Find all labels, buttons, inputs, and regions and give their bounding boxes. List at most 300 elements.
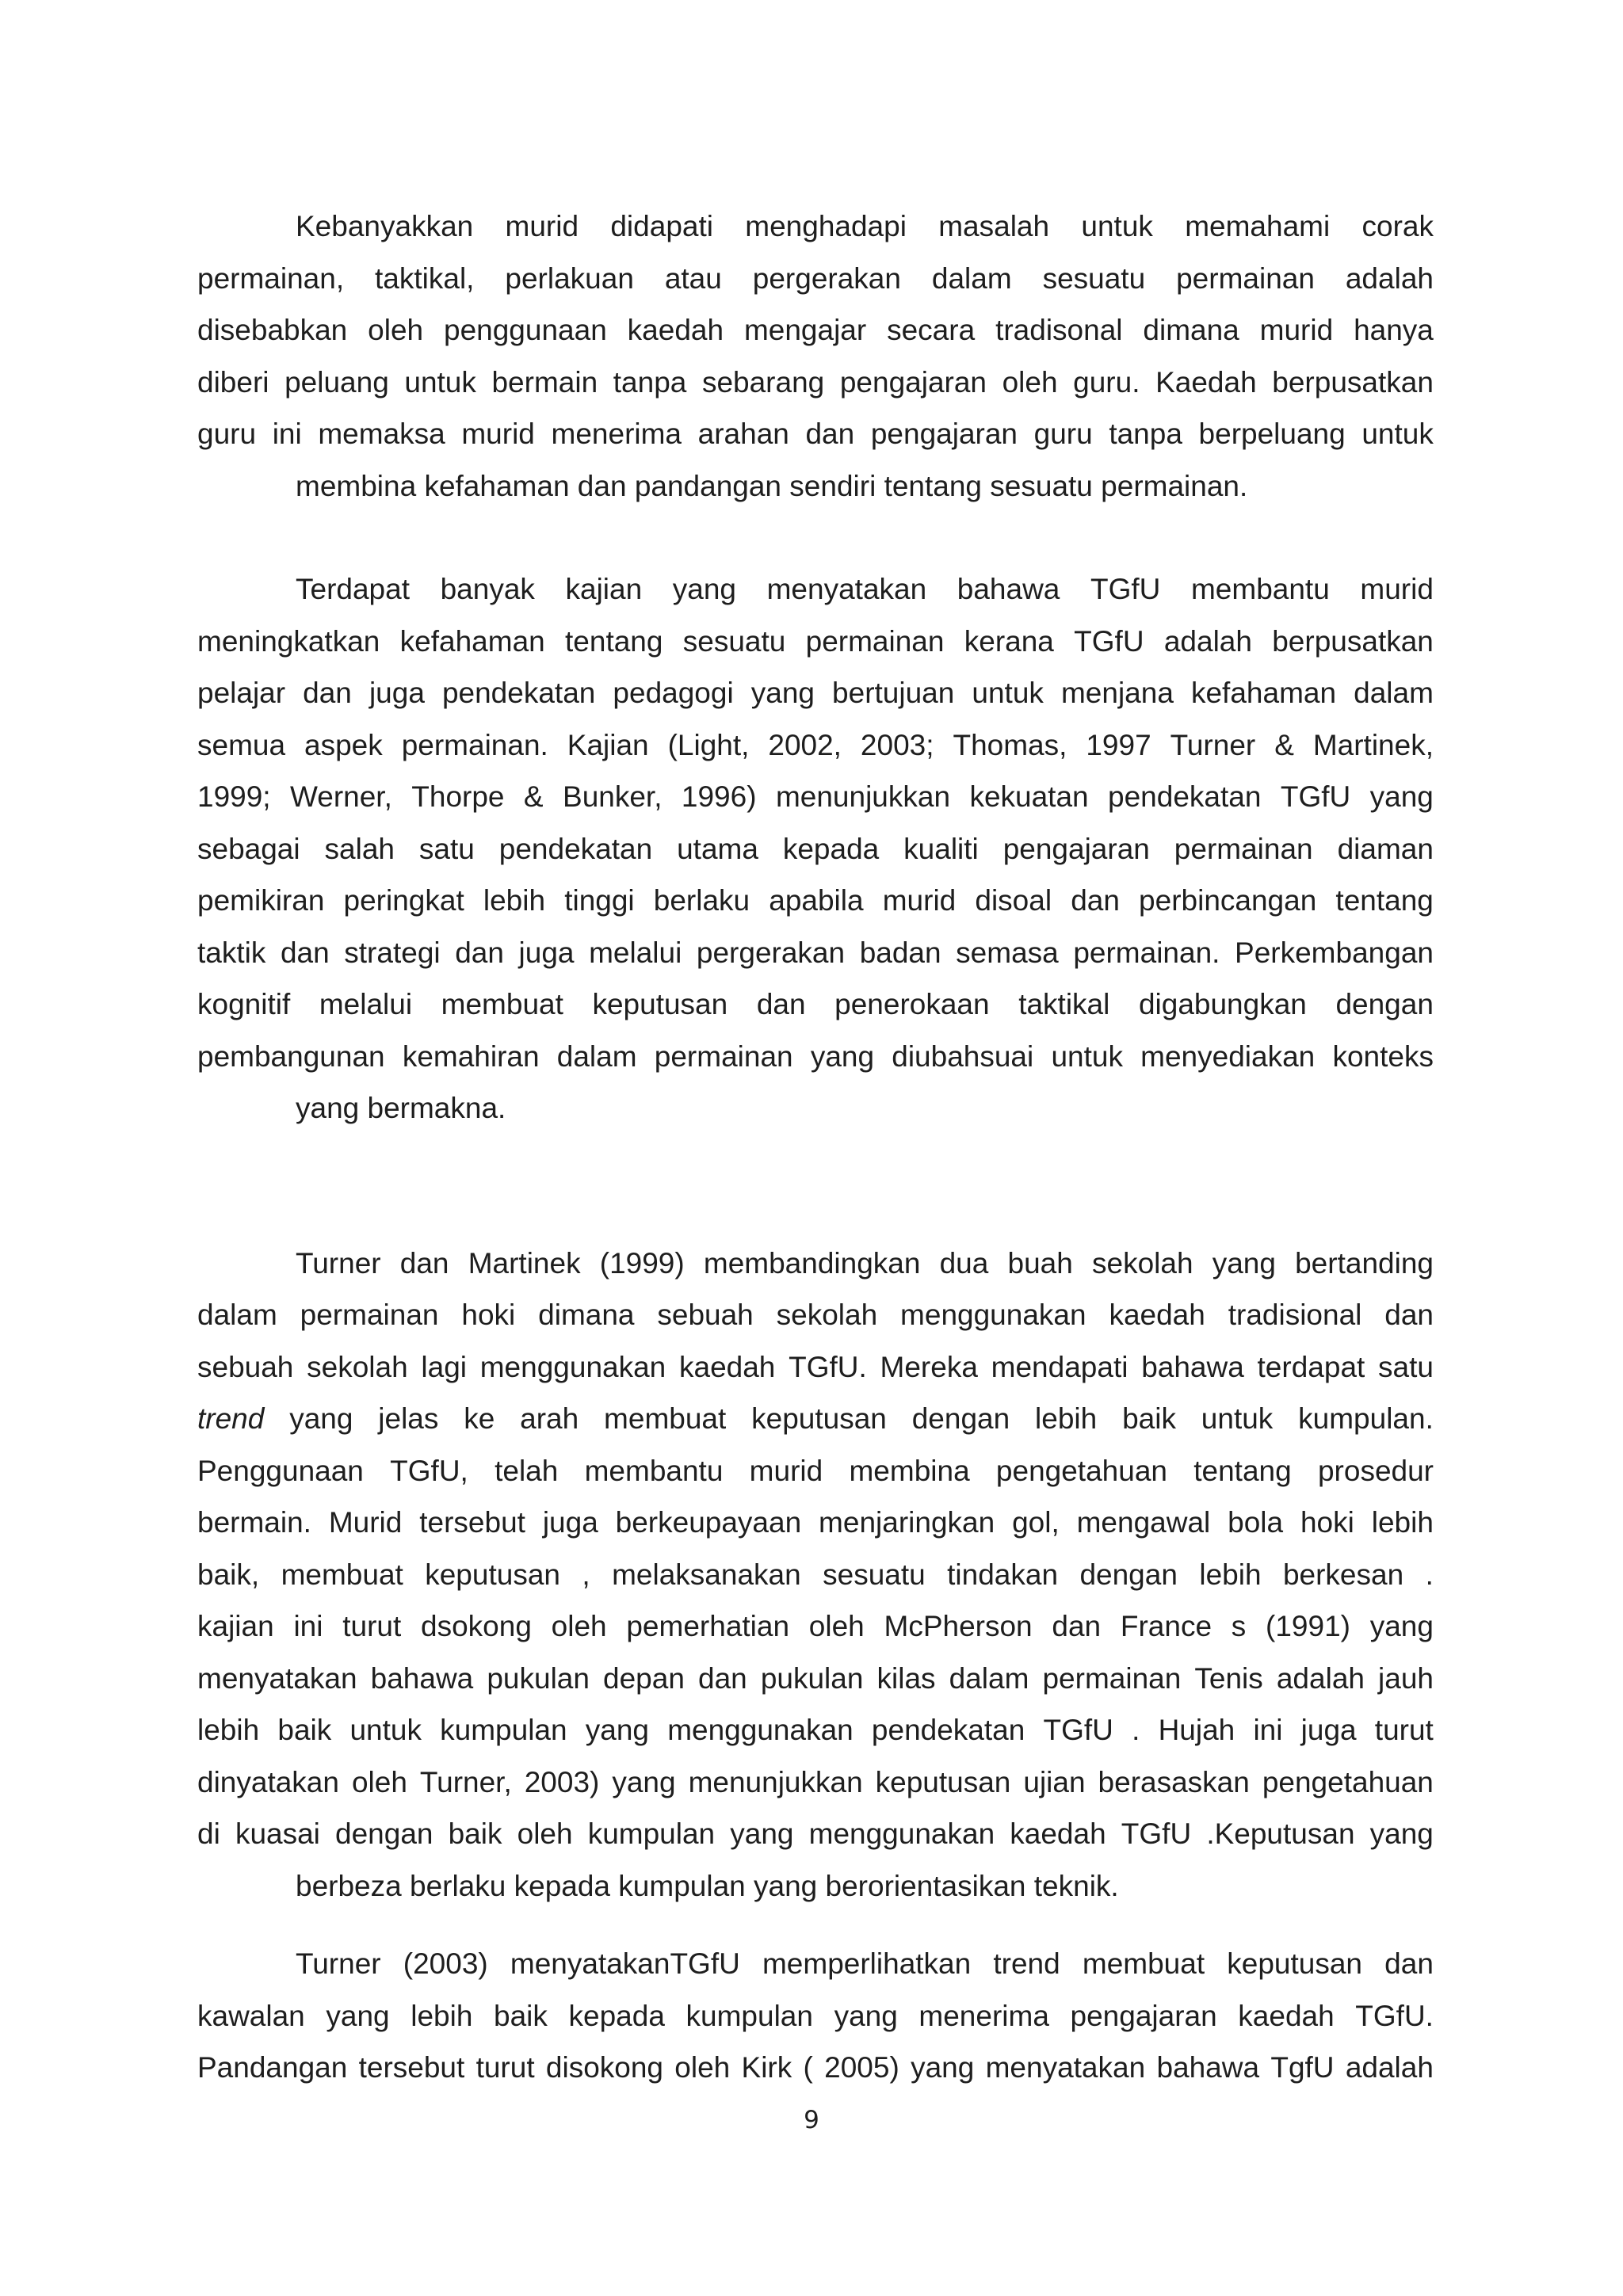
word: semasa [956,936,1059,969]
word: berpusatkan [1272,365,1434,399]
word: lebih [411,1999,473,2032]
word: adalah [1345,2051,1434,2084]
text-line [197,253,1434,305]
word: 1997 [1086,728,1151,761]
word: 1999; [197,780,271,813]
word: kaedah [1238,1999,1335,2032]
word: hoki [1300,1506,1354,1539]
word: murid [461,418,535,450]
word: semua [197,728,286,761]
word: murid [749,1454,823,1487]
word: dengan [1335,988,1434,1020]
word: penggunaan [444,314,607,346]
word: terdapat [1257,1350,1365,1383]
word: bahawa [370,1661,474,1695]
word: (1999) [599,1246,685,1280]
word: Martinek [468,1246,581,1280]
word: baik [448,1817,502,1850]
word: ( [803,2051,813,2084]
word: apabila [769,884,864,917]
word: arahan [697,418,789,450]
word: memahami [1185,210,1331,242]
word: sebuah [657,1299,754,1331]
paragraph-3 [197,1238,1434,1913]
word: digabungkan [1138,988,1307,1020]
word: permainan [1174,832,1313,865]
page-number: 9 [804,2106,819,2134]
word: diberi [197,365,269,399]
word: depan [603,1661,685,1695]
body-text [197,200,1434,2094]
word: tentang [565,624,663,658]
word: bola [1228,1506,1284,1539]
word: Pandangan [197,2051,348,2084]
word: kaedah [1109,1299,1205,1331]
word: perlakuan [505,261,634,295]
word: pendekatan [498,832,653,865]
word: badan [859,936,941,969]
word: oleh [517,1817,573,1850]
word: hoki [461,1299,516,1331]
word: turut [342,1610,402,1642]
word: dan [1384,1947,1434,1980]
word: tradisional [1228,1299,1362,1331]
word: kemahiran [402,1039,540,1073]
word: perbincangan [1139,884,1317,917]
word: tanpa [613,365,687,399]
word: lebih [1199,1558,1262,1591]
word: taktik [197,936,266,969]
word: sekolah [1092,1246,1193,1280]
word: lagi [421,1350,467,1383]
word: didapati [610,210,713,242]
word: . [1425,1558,1434,1591]
word: bahawa [1141,1350,1244,1383]
word: TGfU [1043,1714,1113,1746]
word: sesuatu [1042,261,1146,295]
word: berpeluang [1198,418,1346,450]
word: juga [369,677,425,709]
word: melaksanakan [612,1558,801,1591]
word: pendekatan [1108,780,1262,813]
word: berpusatkan [1272,624,1434,658]
word: oleh [351,1765,407,1798]
word: salah [324,832,395,865]
word: murid [1259,314,1334,346]
word: menyatakanTGfU [510,1947,740,1980]
word: 1996) [681,780,757,813]
word: peringkat [343,884,464,917]
word: lebih [1035,1402,1098,1435]
word: untuk [1081,210,1153,242]
word: menerima [551,418,682,450]
word: keputusan [425,1558,560,1591]
word: banyak [440,573,535,605]
word: yang [750,677,815,709]
text-line [197,823,1434,875]
word: keputusan [875,1765,1011,1798]
word: tradisonal [995,314,1123,346]
word: Kaedah [1155,365,1257,399]
word: dan [756,988,806,1020]
word: 2003) [524,1765,600,1798]
text-line [197,563,1434,616]
word: permainan, [197,261,345,295]
word: keputusan [592,988,728,1020]
word: TGfU [1280,780,1351,813]
word: , [582,1558,590,1591]
word: Murid [328,1506,403,1539]
word: tentang [1193,1454,1292,1487]
word: baik [277,1714,332,1746]
word: 2002, [768,728,842,761]
word: baik [1122,1402,1176,1435]
text-line [197,616,1434,668]
word: pergerakan [696,936,846,969]
word: tersebut [358,2051,465,2084]
text-line [197,357,1434,409]
text-line [197,1289,1434,1341]
word: Martinek, [1312,728,1434,761]
word: mendapati [991,1350,1128,1383]
word: Tenis [1194,1661,1263,1695]
word: peluang [285,365,389,399]
word: Kirk [741,2051,792,2084]
word: pedagogi [613,677,734,709]
word: kepada [568,1999,665,2032]
word: dan [399,1246,449,1280]
word: Turner [296,1947,381,1980]
word: dan [455,936,504,969]
word: yang [326,1999,390,2032]
word: ke [464,1402,495,1435]
word: TGfU [1090,573,1161,605]
word: oleh [1002,365,1058,399]
word: berkeupayaan [615,1506,802,1539]
word: memaksa [318,418,445,450]
word: kajian [565,573,643,605]
word: konteks [1332,1039,1434,1073]
word: untuk [972,677,1044,709]
word: dimana [538,1299,635,1331]
text-line [197,667,1434,719]
word: menunjukkan [775,780,951,813]
word: kilas [876,1661,936,1695]
word: ini [293,1610,323,1642]
word: McPherson [884,1610,1033,1642]
word: membantu [584,1454,724,1487]
word: meningkatkan [197,624,380,658]
word: murid [1360,573,1434,605]
word: yang [1369,780,1434,813]
word: taktikal, [375,261,475,295]
word: TGfU. [789,1350,867,1383]
text-line [197,1238,1434,1290]
word: melalui [319,988,413,1020]
word: tinggi [564,884,635,917]
word: Terdapat [296,573,410,605]
word: dinyatakan [197,1765,339,1798]
word: satu [418,832,475,865]
word: yang [1212,1246,1276,1280]
word: disoal [975,884,1052,917]
paragraph-1 [197,200,1434,512]
word: turut [475,2051,535,2084]
word: sekolah [307,1350,408,1383]
word: juga [518,936,575,969]
word: kaedah [627,314,724,346]
text-line [197,1497,1434,1549]
word: bertujuan [832,677,955,709]
text-line [197,1756,1434,1809]
word: sebuah [197,1350,294,1383]
word: pukulan [760,1661,864,1695]
word: lebih [1371,1506,1434,1539]
word: berlaku [653,884,750,917]
word: baik [494,1999,548,2032]
word: dengan [335,1817,433,1850]
word: Mereka [880,1350,978,1383]
word: sesuatu [682,624,786,658]
text-line [197,927,1434,979]
text-line [197,1600,1434,1653]
word: pengetahuan [1262,1765,1434,1798]
word: hanya [1354,314,1434,346]
word: atau [664,261,722,295]
word: France [1120,1610,1212,1642]
text-line [197,1341,1434,1394]
word: lebih [483,884,546,917]
text-line [197,1808,1434,1860]
word: lebih [197,1714,260,1746]
paragraph-4 [197,1938,1434,2094]
word: diubahsuai [892,1039,1034,1073]
word: diaman [1337,832,1434,865]
word: menghadapi [745,210,907,242]
word: baik, [197,1558,260,1591]
word: keputusan [1227,1947,1363,1980]
word: telah [495,1454,559,1487]
word: bermain [491,365,598,399]
word: dan [303,677,352,709]
word: untuk [1051,1039,1123,1073]
word: kualiti [903,832,979,865]
word: pengajaran [1070,1999,1217,2032]
word: kawalan [197,1999,305,2032]
word: kaedah [1010,1817,1106,1850]
word: trend [993,1947,1060,1980]
text-line [197,1990,1434,2042]
word: . [1132,1714,1140,1746]
word: jelas [378,1402,439,1435]
word: kumpulan [587,1817,716,1850]
word: permainan [1042,1661,1182,1695]
word: menjaringkan [819,1506,995,1539]
word: Werner, [290,780,392,813]
word: adalah [1345,261,1434,295]
word: pendekatan [871,1714,1025,1746]
word: tersebut [419,1506,525,1539]
paragraph-2 [197,563,1434,1135]
word: & [523,780,544,813]
word: kumpulan [440,1714,567,1746]
text-line [197,408,1434,460]
word: yang [672,573,737,605]
word: untuk [404,365,476,399]
word: melalui [589,936,682,969]
text-line [197,1653,1434,1705]
text-line [197,1445,1434,1497]
word: dengan [1079,1558,1178,1591]
word: arah [520,1402,579,1435]
word: dalam [949,1661,1029,1695]
word: permainan. [401,728,548,761]
word: TGfU [1121,1817,1192,1850]
word: kekuatan [969,780,1089,813]
word: pemikiran [197,884,325,917]
word: untuk [1361,418,1434,450]
word: prosedur [1317,1454,1434,1487]
word: sebagai [197,832,300,865]
word: dan [280,936,330,969]
word: mengawal [1076,1506,1211,1539]
word: yang [911,2051,975,2084]
word: yang [1369,1610,1434,1642]
word: bahawa [957,573,1060,605]
word: dalam [1354,677,1434,709]
word: dimana [1143,314,1239,346]
text-line [197,200,1434,253]
word: berkesan [1282,1558,1404,1591]
word: kefahaman [1190,677,1337,709]
word: Turner, [419,1765,512,1798]
text-line [197,719,1434,772]
word: corak [1361,210,1434,242]
word: di [197,1817,220,1850]
word: tentang [1335,884,1434,917]
word: oleh [551,1610,607,1642]
word: dalam [556,1039,637,1073]
word: menyediakan [1140,1039,1316,1073]
word: Bunker, [563,780,663,813]
word: Turner [296,1246,381,1280]
word: untuk [349,1714,422,1746]
word: dan [698,1661,747,1695]
word: dan [1052,1610,1102,1642]
word: mengajar [743,314,867,346]
word: bertanding [1295,1246,1434,1280]
word: permainan [654,1039,793,1073]
text-line: membina kefahaman dan pandangan sendiri tentang sesuatu permainan. [296,469,1248,502]
text-line-with-italic [197,1393,1434,1445]
word: permainan. [1073,936,1220,969]
word: pengetahuan [995,1454,1167,1487]
word: yang [1369,1817,1434,1850]
word: oleh [808,1610,865,1642]
word: yang [289,1402,353,1435]
text-line [197,771,1434,823]
text-line [197,2042,1434,2094]
word: buah [1007,1246,1073,1280]
word: dsokong [421,1610,532,1642]
word: membantu [1190,573,1330,605]
word: kerana [964,624,1054,658]
word: ujian [1023,1765,1086,1798]
word: kuasai [235,1817,320,1850]
word: jauh [1378,1661,1434,1695]
word: kognitif [197,988,291,1020]
word: Thorpe [411,780,505,813]
word: tindakan [947,1558,1059,1591]
word: murid [505,210,579,242]
word: utama [677,832,758,865]
word: yang [834,1999,898,2032]
word: adalah [1163,624,1252,658]
word: pengajaran [1002,832,1150,865]
word: menyatakan [985,2051,1146,2084]
word: yang [612,1765,676,1798]
text-line: berbeza berlaku kepada kumpulan yang berorientasikan teknik. [296,1869,1119,1902]
word: permainan [1176,261,1315,295]
word: 2003; [860,728,934,761]
word: disebabkan [197,314,348,346]
word: menunjukkan [688,1765,863,1798]
word: .Keputusan [1206,1817,1355,1850]
word: murid [882,884,957,917]
word: adalah [1276,1661,1365,1695]
word: turut [1374,1714,1434,1746]
word: sebarang [701,365,825,399]
word: menyatakan [197,1661,357,1695]
word: Perkembangan [1235,936,1434,969]
word: kumpulan. [1298,1402,1434,1435]
word: dengan [911,1402,1010,1435]
word: (1991) [1266,1610,1350,1642]
word: Thomas, [953,728,1067,761]
word: pengajaran [839,365,987,399]
word: s [1231,1610,1247,1642]
word: strategi [344,936,441,969]
word: 2005) [824,2051,899,2084]
word: pelajar [197,677,286,709]
word: dan [805,418,855,450]
word: kepada [782,832,880,865]
word: sekolah [776,1299,878,1331]
word: menggunakan [808,1817,995,1850]
word: kaedah [679,1350,776,1383]
word: tanpa [1109,418,1182,450]
word: menggunakan [667,1714,854,1746]
word: dalam [197,1299,277,1331]
word: juga [542,1506,598,1539]
word: membandingkan [703,1246,921,1280]
word: dan [1071,884,1120,917]
word: menyatakan [766,573,927,605]
word: pengajaran [870,418,1018,450]
word: untuk [1201,1402,1274,1435]
word: dan [1384,1299,1434,1331]
word: masalah [938,210,1050,242]
word: menggunakan [479,1350,666,1383]
word: taktikal [1018,988,1110,1020]
word: bahawa [1156,2051,1260,2084]
text-line: yang bermakna. [296,1092,506,1124]
word: pendekatan [441,677,596,709]
word: memperlihatkan [762,1947,972,1980]
word: bermain. [197,1506,311,1539]
word: guru. [1073,365,1140,399]
word: TGfU, [390,1454,468,1487]
